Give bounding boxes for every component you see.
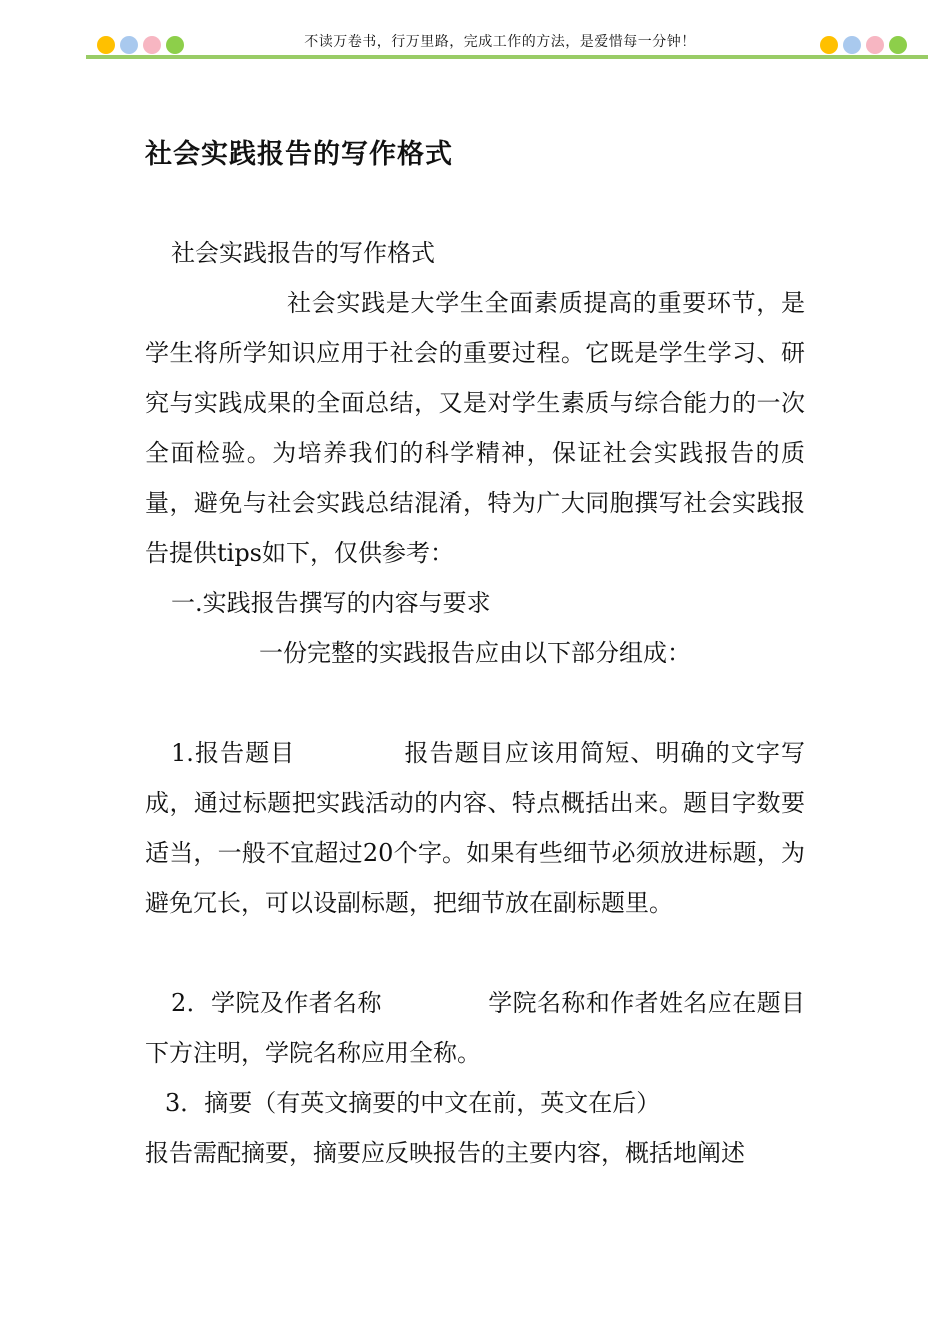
dot-yellow (97, 36, 115, 54)
document-body (145, 228, 805, 1178)
item-2-paragraph (145, 978, 805, 1078)
decorative-dots-left (97, 36, 184, 54)
dot-blue (120, 36, 138, 54)
item-1-text: 报告题目应该用简短、明确的文字写成，通过标题把实践活动的内容、特点概括出来。题目字数要适当，一般不宜超过20个字。如果有些细节必须放进标题，为避免冗长，可以设副标题，把细节放在副标题里。 (145, 739, 806, 917)
dot-green (166, 36, 184, 54)
dot-blue (843, 36, 861, 54)
item-1-label: 1.报告题目 (171, 739, 296, 767)
section-heading: 一.实践报告撰写的内容与要求 (171, 589, 491, 617)
dot-pink (143, 36, 161, 54)
document-title: 社会实践报告的写作格式 (145, 139, 453, 170)
item-2-text: 学院名称和作者姓名应在题目下方注明，学院名称应用全称。 (145, 989, 805, 1067)
page-header (0, 0, 950, 60)
header-motto: 不读万卷书，行万里路，完成工作的方法，是爱惜每一分钟！ (304, 34, 696, 50)
item-3-label: 3．摘要（有英文摘要的中文在前，英文在后） (165, 1089, 661, 1117)
dot-pink (866, 36, 884, 54)
paragraph-gap (145, 678, 805, 728)
item-1-paragraph (145, 728, 805, 928)
section-lead: 一份完整的实践报告应由以下部分组成： (259, 639, 691, 667)
item-3-text: 报告需配摘要，摘要应反映报告的主要内容，概括地阐述 (145, 1139, 745, 1167)
dot-green (889, 36, 907, 54)
intro-paragraph: 社会实践是大学生全面素质提高的重要环节，是学生将所学知识应用于社会的重要过程。它既是学生学习、研究与实践成果的全面总结，又是对学生素质与综合能力的一次全面检验。为培养我们的科学精神，保证社会实践报告的质量，避免与社会实践总结混淆，特为广大同胞撰写社会实践报告提供tips如下，仅供参考： (145, 289, 805, 567)
item-2-label: 2．学院及作者名称 (171, 989, 382, 1017)
paragraph-gap (145, 928, 805, 978)
document-subtitle: 社会实践报告的写作格式 (171, 239, 435, 267)
header-rule (86, 55, 928, 59)
decorative-dots-right (820, 36, 907, 54)
dot-yellow (820, 36, 838, 54)
